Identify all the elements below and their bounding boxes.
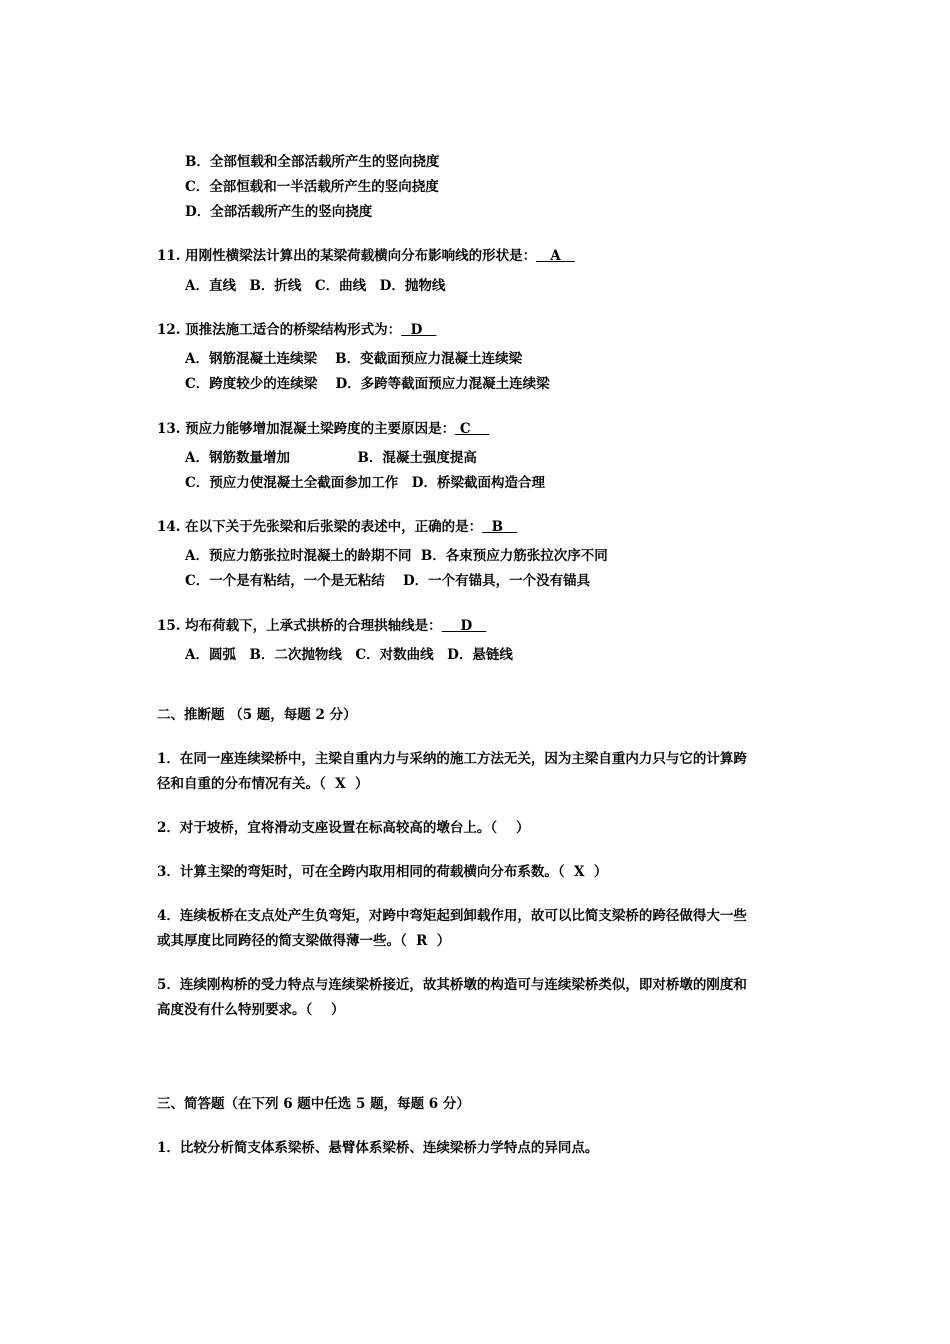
q12-option-row-2: C．跨度较少的连续梁 D．多跨等截面预应力混凝土连续梁 <box>185 376 550 392</box>
q10-option-c: C．全部恒载和一半活载所产生的竖向挠度 <box>185 179 439 195</box>
q15-stem-text: 15. 均布荷载下，上承式拱桥的合理拱轴线是： <box>157 618 442 634</box>
q10-option-b: B．全部恒载和全部活载所产生的竖向挠度 <box>185 154 440 170</box>
q11-stem <box>157 247 575 265</box>
q10-option-d: D．全部活载所产生的竖向挠度 <box>185 204 373 220</box>
q13-stem-text: 13. 预应力能够增加混凝土梁跨度的主要原因是： <box>157 421 456 437</box>
q12-answer: D <box>401 322 437 338</box>
judge-item-1-line-2: 径和自重的分布情况有关。（ X ） <box>157 776 369 792</box>
q14-stem-text: 14. 在以下关于先张梁和后张梁的表述中，正确的是： <box>157 519 483 535</box>
q14-option-row-1: A．预应力筋张拉时混凝土的龄期不同 B．各束预应力筋张拉次序不同 <box>185 548 608 564</box>
q12-stem-text: 12. 顶推法施工适合的桥梁结构形式为： <box>157 322 402 338</box>
judge-item-4-line-1: 4．连续板桥在支点处产生负弯矩，对跨中弯矩起到卸载作用，故可以比简支梁桥的跨径做得大一些 <box>157 908 747 924</box>
judge-item-2: 2．对于坡桥，宜将滑动支座设置在标高较高的墩台上。（ ） <box>157 820 530 836</box>
judge-item-3: 3．计算主梁的弯矩时，可在全跨内取用相同的荷载横向分布系数。（ X ） <box>157 864 608 880</box>
q11-stem-text: 11. 用刚性横梁法计算出的某梁荷载横向分布影响线的形状是： <box>157 248 537 264</box>
section2-heading: 二、推断题 （5 题，每题 2 分） <box>157 707 357 723</box>
judge-item-4-line-2: 或其厚度比同跨径的简支梁做得薄一些。（ R ） <box>157 933 451 949</box>
q13-stem <box>157 420 489 438</box>
q13-option-row-1: A．钢筋数量增加 B．混凝土强度提高 <box>185 450 477 466</box>
q14-stem <box>157 518 517 536</box>
q14-answer: B <box>482 519 518 535</box>
q15-options: A．圆弧 B．二次抛物线 C．对数曲线 D．悬链线 <box>185 647 513 663</box>
judge-item-5-line-2: 高度没有什么特别要求。（ ） <box>157 1002 345 1018</box>
q11-options: A．直线 B．折线 C．曲线 D．抛物线 <box>185 278 446 294</box>
section3-heading: 三、简答题（在下列 6 题中任选 5 题，每题 6 分） <box>157 1096 470 1112</box>
q13-answer: C <box>455 421 490 437</box>
q12-stem <box>157 321 436 339</box>
judge-item-5-line-1: 5．连续刚构桥的受力特点与连续梁桥接近，故其桥墩的构造可与连续梁桥类似，即对桥墩的刚度和 <box>157 977 747 993</box>
q11-answer: A <box>536 248 575 264</box>
judge-item-1-line-1: 1．在同一座连续梁桥中，主梁自重内力与采纳的施工方法无关，因为主梁自重内力只与它的计算跨 <box>157 751 747 767</box>
q13-option-row-2: C．预应力使混凝土全截面参加工作 D．桥梁截面构造合理 <box>185 475 545 491</box>
short-answer-item-1: 1．比较分析简支体系梁桥、悬臂体系梁桥、连续梁桥力学特点的异同点。 <box>157 1140 599 1156</box>
q15-stem <box>157 617 486 635</box>
q14-option-row-2: C．一个是有粘结，一个是无粘结 D．一个有锚具，一个没有锚具 <box>185 573 591 589</box>
q15-answer: D <box>441 618 487 634</box>
q12-option-row-1: A．钢筋混凝土连续梁 B．变截面预应力混凝土连续梁 <box>185 351 523 367</box>
